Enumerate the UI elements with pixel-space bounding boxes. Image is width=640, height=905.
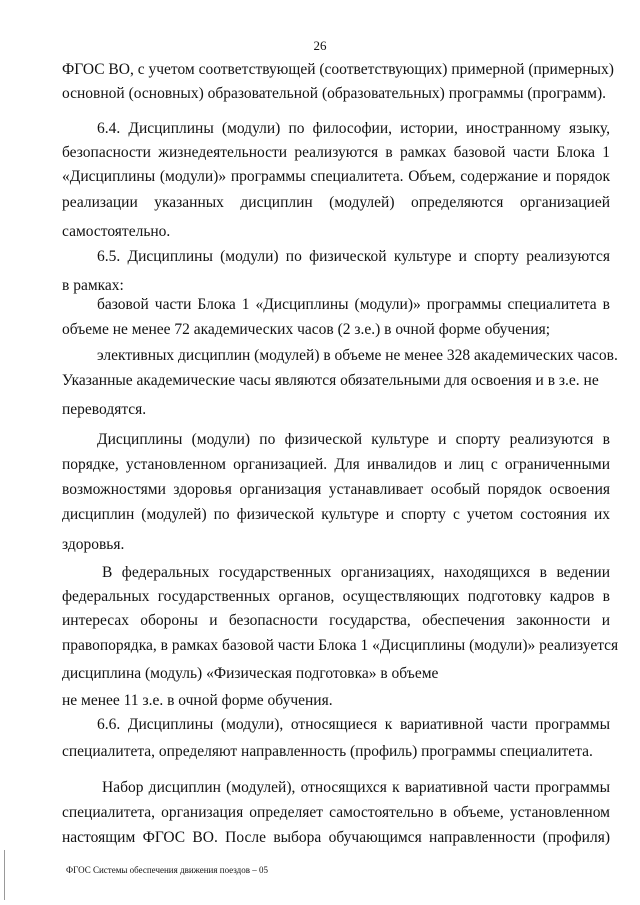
text-line: «Дисциплины (модули)» программы специалитета. Объем, содержание и порядок	[62, 168, 610, 185]
text-line: в рамках:	[62, 277, 124, 294]
text-line: интересах обороны и безопасности государства, обеспечения законности и	[62, 612, 610, 629]
text-line: Дисциплины (модули) по физической культуре и спорту реализуются в	[97, 431, 610, 448]
text-line: основной (основных) образовательной (образовательных) программы (программ).	[62, 85, 606, 102]
text-line: В федеральных государственных организациях, находящихся в ведении	[102, 564, 610, 581]
text-line: правопорядка, в рамках базовой части Блока 1 «Дисциплины (модули)» реализуется	[62, 637, 619, 654]
page-footer: ФГОС Системы обеспечения движения поездов – 05	[66, 865, 269, 875]
text-line: 6.6. Дисциплины (модули), относящиеся к вариативной части программы	[97, 716, 610, 733]
text-line: специалитета, организация определяет самостоятельно в объеме, установленном	[62, 804, 610, 821]
text-line: переводятся.	[62, 401, 147, 418]
text-line: специалитета, определяют направленность (профиль) программы специалитета.	[62, 743, 593, 760]
text-line: объеме не менее 72 академических часов (2 з.е.) в очной форме обучения;	[62, 321, 551, 338]
text-line: федеральных государственных органов, осуществляющих подготовку кадров в	[62, 588, 610, 605]
text-line: базовой части Блока 1 «Дисциплины (модули)» программы специалитета в	[97, 296, 610, 313]
text-line: настоящим ФГОС ВО. После выбора обучающимся направленности (профиля)	[62, 829, 610, 846]
text-line: не менее 11 з.е. в очной форме обучения.	[62, 692, 333, 709]
text-line: возможностями здоровья организация устанавливает особый порядок освоения	[62, 481, 610, 498]
text-line: элективных дисциплин (модулей) в объеме не менее 328 академических часов.	[97, 347, 618, 364]
page-number: 26	[313, 38, 327, 53]
text-line: дисциплин (модулей) по физической культуре и спорту с учетом состояния их	[62, 506, 610, 523]
text-line: Набор дисциплин (модулей), относящихся к вариативной части программы	[102, 779, 610, 796]
text-line: реализации указанных дисциплин (модулей) определяются организацией	[62, 194, 610, 211]
text-line: здоровья.	[62, 536, 125, 553]
text-line: ФГОС ВО, с учетом соответствующей (соответствующих) примерной (примерных)	[62, 61, 614, 78]
text-line: 6.5. Дисциплины (модули) по физической культуре и спорту реализуются	[97, 248, 610, 265]
text-line: Указанные академические часы являются обязательными для освоения и в з.е. не	[62, 372, 599, 389]
text-line: 6.4. Дисциплины (модули) по философии, истории, иностранному языку,	[97, 120, 610, 137]
scan-margin-mark	[4, 850, 5, 900]
text-line: безопасности жизнедеятельности реализуются в рамках базовой части Блока 1	[62, 144, 610, 161]
text-line: порядке, установленном организацией. Для инвалидов и лиц с ограниченными	[62, 456, 610, 473]
text-line: самостоятельно.	[62, 223, 171, 240]
text-line: дисциплина (модуль) «Физическая подготовка» в объеме	[62, 665, 439, 682]
